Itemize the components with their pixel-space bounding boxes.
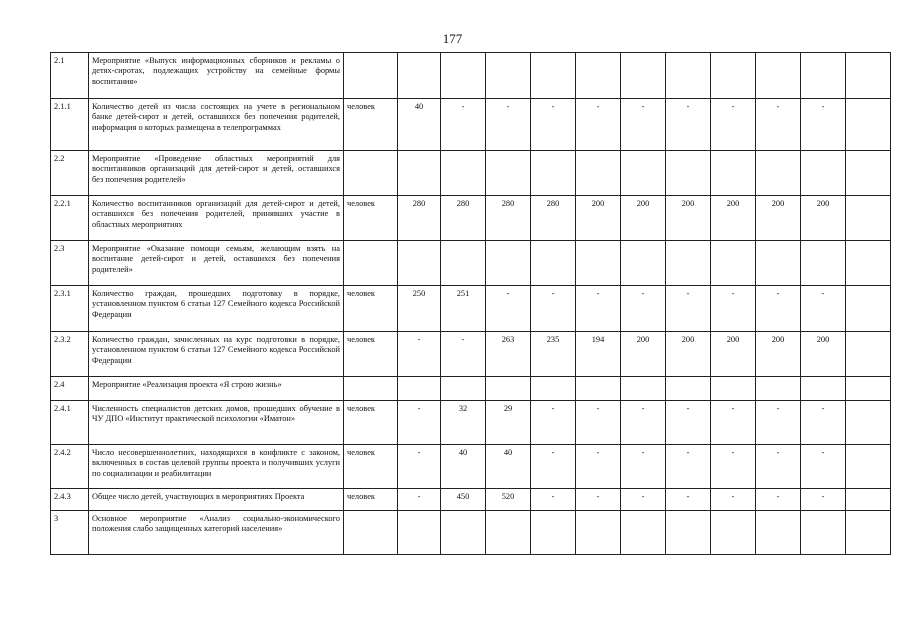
row-value-cell: - xyxy=(666,99,711,151)
row-value-cell: - xyxy=(756,286,801,332)
row-number: 2.1 xyxy=(51,53,89,99)
row-number: 2.2 xyxy=(51,151,89,196)
row-indicator-name: Мероприятие «Оказание помощи семьям, желающим взять на воспитание детей-сирот и детей, оставшихся без попечения родителей» xyxy=(89,241,344,286)
row-value-cell xyxy=(531,151,576,196)
row-value-cell: - xyxy=(398,445,441,489)
table-row xyxy=(51,489,891,511)
row-unit: человек xyxy=(344,489,398,511)
indicators-table xyxy=(50,52,891,555)
row-value-cell xyxy=(576,511,621,555)
row-value-cell: 280 xyxy=(531,196,576,241)
row-indicator-name: Количество граждан, прошедших подготовку в порядке, установленном пунктом 6 статьи 127 Семейного кодекса Российской Федерации xyxy=(89,286,344,332)
row-unit: человек xyxy=(344,401,398,445)
row-value-cell xyxy=(846,332,891,377)
row-value-cell xyxy=(846,53,891,99)
row-value-cell: 200 xyxy=(621,196,666,241)
row-unit: человек xyxy=(344,286,398,332)
row-number: 3 xyxy=(51,511,89,555)
row-number: 2.3.1 xyxy=(51,286,89,332)
row-value-cell xyxy=(711,377,756,401)
row-number: 2.4.3 xyxy=(51,489,89,511)
row-value-cell: - xyxy=(621,445,666,489)
row-number: 2.3.2 xyxy=(51,332,89,377)
row-value-cell: - xyxy=(576,286,621,332)
row-value-cell: - xyxy=(801,401,846,445)
row-value-cell: 200 xyxy=(711,332,756,377)
row-value-cell xyxy=(576,151,621,196)
row-value-cell: 200 xyxy=(621,332,666,377)
row-value-cell xyxy=(441,241,486,286)
row-value-cell: - xyxy=(756,489,801,511)
row-value-cell: - xyxy=(531,445,576,489)
row-value-cell xyxy=(621,511,666,555)
row-value-cell: - xyxy=(801,99,846,151)
row-value-cell: - xyxy=(531,489,576,511)
row-value-cell: 200 xyxy=(576,196,621,241)
row-value-cell: - xyxy=(711,401,756,445)
row-indicator-name: Мероприятие «Реализация проекта «Я строю жизнь» xyxy=(89,377,344,401)
row-value-cell xyxy=(846,151,891,196)
row-value-cell xyxy=(756,53,801,99)
row-value-cell: 194 xyxy=(576,332,621,377)
row-value-cell: - xyxy=(531,401,576,445)
row-value-cell: 450 xyxy=(441,489,486,511)
row-unit: человек xyxy=(344,445,398,489)
table-row xyxy=(51,99,891,151)
row-value-cell: 200 xyxy=(756,332,801,377)
row-value-cell: 32 xyxy=(441,401,486,445)
row-value-cell xyxy=(711,151,756,196)
row-value-cell: - xyxy=(531,99,576,151)
row-value-cell: 40 xyxy=(398,99,441,151)
row-value-cell: 250 xyxy=(398,286,441,332)
row-value-cell: 280 xyxy=(398,196,441,241)
row-value-cell xyxy=(576,53,621,99)
row-number: 2.1.1 xyxy=(51,99,89,151)
row-value-cell xyxy=(398,511,441,555)
row-value-cell xyxy=(711,511,756,555)
row-value-cell xyxy=(486,151,531,196)
table-row xyxy=(51,377,891,401)
row-value-cell xyxy=(621,151,666,196)
row-number: 2.3 xyxy=(51,241,89,286)
row-value-cell: - xyxy=(486,99,531,151)
row-value-cell: - xyxy=(621,99,666,151)
row-value-cell xyxy=(621,377,666,401)
row-number: 2.4.1 xyxy=(51,401,89,445)
row-value-cell: - xyxy=(576,401,621,445)
row-value-cell xyxy=(846,99,891,151)
row-value-cell: 29 xyxy=(486,401,531,445)
row-value-cell xyxy=(711,53,756,99)
row-value-cell: 200 xyxy=(756,196,801,241)
row-unit xyxy=(344,511,398,555)
row-value-cell: 40 xyxy=(441,445,486,489)
row-value-cell xyxy=(846,511,891,555)
row-value-cell xyxy=(398,377,441,401)
row-value-cell xyxy=(486,241,531,286)
row-value-cell xyxy=(846,286,891,332)
row-value-cell xyxy=(666,151,711,196)
row-value-cell xyxy=(531,377,576,401)
row-value-cell xyxy=(846,241,891,286)
table-row xyxy=(51,151,891,196)
table-row xyxy=(51,332,891,377)
row-value-cell: 235 xyxy=(531,332,576,377)
row-unit xyxy=(344,151,398,196)
row-value-cell xyxy=(531,241,576,286)
row-indicator-name: Мероприятие «Проведение областных мероприятий для воспитанников организаций для детей-сирот и детей, оставшихся без попечения родителей» xyxy=(89,151,344,196)
row-unit: человек xyxy=(344,332,398,377)
row-value-cell xyxy=(711,241,756,286)
row-value-cell: - xyxy=(666,445,711,489)
row-value-cell xyxy=(756,241,801,286)
row-value-cell xyxy=(801,151,846,196)
row-value-cell xyxy=(486,377,531,401)
row-value-cell: - xyxy=(441,332,486,377)
row-value-cell xyxy=(801,377,846,401)
row-value-cell: - xyxy=(756,99,801,151)
row-number: 2.4.2 xyxy=(51,445,89,489)
row-value-cell xyxy=(756,511,801,555)
row-value-cell: 280 xyxy=(486,196,531,241)
row-value-cell: - xyxy=(621,286,666,332)
row-indicator-name: Количество воспитанников организаций для детей-сирот и детей, оставшихся без попечения родителей, принявших участие в областных мероприятиях xyxy=(89,196,344,241)
row-unit xyxy=(344,241,398,286)
row-value-cell: - xyxy=(711,489,756,511)
row-value-cell xyxy=(666,241,711,286)
row-value-cell xyxy=(666,53,711,99)
row-value-cell: 520 xyxy=(486,489,531,511)
table-row xyxy=(51,196,891,241)
row-value-cell xyxy=(666,511,711,555)
row-value-cell xyxy=(846,196,891,241)
row-number: 2.2.1 xyxy=(51,196,89,241)
row-value-cell: - xyxy=(801,445,846,489)
row-value-cell: - xyxy=(621,489,666,511)
row-value-cell xyxy=(801,511,846,555)
row-value-cell: - xyxy=(486,286,531,332)
row-value-cell: - xyxy=(711,286,756,332)
row-value-cell: - xyxy=(711,445,756,489)
row-value-cell: 200 xyxy=(711,196,756,241)
row-value-cell xyxy=(576,377,621,401)
row-value-cell: 263 xyxy=(486,332,531,377)
table-row xyxy=(51,286,891,332)
row-indicator-name: Количество граждан, зачисленных на курс подготовки в порядке, установленном пунктом 6 статьи 127 Семейного кодекса Российской Федерации xyxy=(89,332,344,377)
row-value-cell xyxy=(666,377,711,401)
row-value-cell xyxy=(398,53,441,99)
row-value-cell: 40 xyxy=(486,445,531,489)
row-value-cell: - xyxy=(621,401,666,445)
row-value-cell xyxy=(531,53,576,99)
row-value-cell: - xyxy=(441,99,486,151)
row-value-cell xyxy=(398,151,441,196)
row-value-cell: - xyxy=(711,99,756,151)
row-value-cell xyxy=(846,377,891,401)
row-value-cell: 251 xyxy=(441,286,486,332)
row-value-cell xyxy=(441,53,486,99)
row-value-cell xyxy=(756,151,801,196)
row-indicator-name: Общее число детей, участвующих в мероприятиях Проекта xyxy=(89,489,344,511)
row-value-cell: 200 xyxy=(666,332,711,377)
table-row xyxy=(51,511,891,555)
row-value-cell: - xyxy=(666,489,711,511)
table-row xyxy=(51,445,891,489)
row-value-cell xyxy=(441,151,486,196)
row-indicator-name: Основное мероприятие «Анализ социально-экономического положения слабо защищенных категорий населения» xyxy=(89,511,344,555)
row-unit xyxy=(344,377,398,401)
row-value-cell xyxy=(756,377,801,401)
row-value-cell: - xyxy=(398,489,441,511)
row-value-cell: - xyxy=(398,401,441,445)
table-row xyxy=(51,401,891,445)
page-number: 177 xyxy=(442,31,463,46)
row-value-cell xyxy=(398,241,441,286)
row-value-cell: 200 xyxy=(801,196,846,241)
row-value-cell: - xyxy=(576,99,621,151)
row-value-cell: - xyxy=(666,401,711,445)
row-value-cell: - xyxy=(666,286,711,332)
row-value-cell xyxy=(801,241,846,286)
row-unit xyxy=(344,53,398,99)
row-unit: человек xyxy=(344,99,398,151)
row-value-cell xyxy=(531,511,576,555)
row-value-cell: - xyxy=(801,286,846,332)
row-value-cell: - xyxy=(756,445,801,489)
row-value-cell xyxy=(846,489,891,511)
row-value-cell: - xyxy=(756,401,801,445)
row-value-cell xyxy=(486,53,531,99)
row-value-cell xyxy=(441,511,486,555)
row-value-cell: 280 xyxy=(441,196,486,241)
table-row xyxy=(51,241,891,286)
row-value-cell xyxy=(621,241,666,286)
row-value-cell: 200 xyxy=(801,332,846,377)
row-value-cell xyxy=(486,511,531,555)
row-value-cell xyxy=(621,53,666,99)
row-indicator-name: Мероприятие «Выпуск информационных сборников и рекламы о детях-сиротах, подлежащих устройству на семейные формы воспитания» xyxy=(89,53,344,99)
row-value-cell xyxy=(441,377,486,401)
row-value-cell xyxy=(846,401,891,445)
row-value-cell: - xyxy=(801,489,846,511)
table-row xyxy=(51,53,891,99)
row-number: 2.4 xyxy=(51,377,89,401)
row-value-cell: - xyxy=(576,489,621,511)
row-value-cell xyxy=(846,445,891,489)
row-value-cell: 200 xyxy=(666,196,711,241)
row-value-cell xyxy=(801,53,846,99)
row-value-cell: - xyxy=(531,286,576,332)
row-unit: человек xyxy=(344,196,398,241)
row-value-cell xyxy=(576,241,621,286)
row-indicator-name: Численность специалистов детских домов, прошедших обучение в ЧУ ДПО «Институт практической психологии «Иматон» xyxy=(89,401,344,445)
row-value-cell: - xyxy=(398,332,441,377)
row-indicator-name: Число несовершеннолетних, находящихся в конфликте с законом, включенных в состав целевой группы проекта и получивших услуги по социализации и реабилитации xyxy=(89,445,344,489)
row-indicator-name: Количество детей из числа состоящих на учете в региональном банке детей-сирот и детей, оставшихся без попечения родителей, информация о которых размещена в телепрограммах xyxy=(89,99,344,151)
row-value-cell: - xyxy=(576,445,621,489)
